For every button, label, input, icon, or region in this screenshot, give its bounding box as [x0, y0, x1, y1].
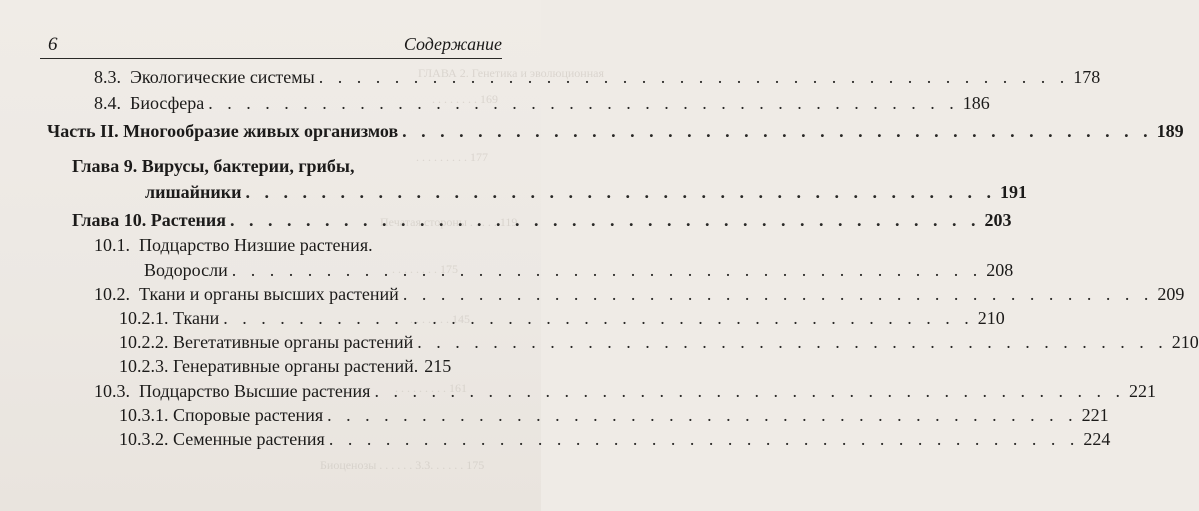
toc-chapter-title-line1: Глава 9. Вирусы, бактерии, грибы, [72, 156, 355, 176]
toc-entry [119, 331, 1199, 353]
bleed-through-text: . . . . . . . . 169 [432, 92, 498, 106]
toc-entry-number: 10.1. [94, 235, 130, 255]
toc-entry-number: 8.3. [94, 67, 121, 87]
toc-entry-page: 215 [424, 356, 452, 376]
toc-entry-title: Ткани и органы высших растений [139, 284, 399, 304]
bleed-through-text: . . . . . . . . . 161 [395, 381, 467, 395]
toc-entry-title: Семенные растения [173, 429, 325, 449]
toc-entry-title: Часть II. Многообразие живых организмов [47, 121, 399, 141]
toc-chapter-entry [72, 209, 1012, 231]
toc-entry-title: Вегетативные органы растений [173, 332, 414, 352]
leader-dots [417, 331, 1168, 353]
toc-entry-title: Подцарство Высшие растения [139, 381, 371, 401]
bleed-through-text: Печатая стороны . . . . . 119 [380, 215, 518, 229]
leader-dots [374, 380, 1125, 402]
leader-dots [208, 92, 959, 114]
toc-entry-title: Генеративные органы растений. [173, 356, 419, 376]
toc-entry-number: 8.4. [94, 93, 121, 113]
toc-entry-line1 [94, 234, 373, 256]
toc-entry-number: 10.3. [94, 381, 130, 401]
toc-entry-title: Ткани [173, 308, 220, 328]
toc-entry-page: 210 [1171, 332, 1199, 352]
leader-dots [403, 283, 1154, 305]
toc-entry-title: Споровые растения [173, 405, 324, 425]
bleed-through-text: Биоценозы . . . . . . 3.3. . . . . . 175 [320, 458, 485, 472]
leader-dots [402, 120, 1153, 142]
leader-dots [246, 181, 997, 203]
toc-entry [94, 380, 1156, 402]
toc-entry-number: 10.2.1. [119, 308, 169, 328]
toc-part-entry [47, 120, 1184, 142]
toc-entry-page: 224 [1083, 429, 1111, 449]
bleed-through-text: . . . . . . . . . 177 [416, 150, 488, 164]
toc-entry-title: Глава 10. Растения [72, 210, 227, 230]
toc-entry [119, 428, 1111, 450]
bleed-through-text: ГЛАВА 2. Генетика и эволюционная [418, 66, 604, 80]
leader-dots [319, 66, 1070, 88]
leader-dots [223, 307, 974, 329]
toc-chapter-entry [145, 181, 1028, 203]
leader-dots [329, 428, 1080, 450]
toc-entry [119, 404, 1109, 426]
toc-entry-number: 10.2. [94, 284, 130, 304]
toc-entry-title: Биосфера [130, 93, 205, 113]
toc-entry-page: 209 [1157, 284, 1185, 304]
toc-entry-title: Подцарство Низшие растения. [139, 235, 373, 255]
toc-entry [94, 92, 990, 114]
toc-entry-number: 10.2.3. [119, 356, 169, 376]
toc-entry-page: 210 [977, 308, 1005, 328]
toc-entry-title: лишайники [145, 182, 242, 202]
toc-entry-number: 10.3.1. [119, 405, 169, 425]
leader-dots [327, 404, 1078, 426]
toc-entry [144, 259, 1014, 281]
toc-entry-title: Водоросли [144, 260, 228, 280]
page-number: 6 [48, 34, 58, 55]
toc-entry-page: 178 [1073, 67, 1101, 87]
toc-entry [119, 307, 1005, 329]
bleed-through-text: . . . . . . . 145 [410, 312, 470, 326]
toc-entry-page: 186 [962, 93, 990, 113]
toc-entry-page: 203 [984, 210, 1012, 230]
toc-entry-number: 10.3.2. [119, 429, 169, 449]
toc-entry-title: Экологические системы [130, 67, 315, 87]
leader-dots [232, 259, 983, 281]
toc-entry-page: 221 [1081, 405, 1109, 425]
toc-entry [119, 355, 500, 377]
toc-entry-page: 191 [1000, 182, 1028, 202]
toc-entry-page: 189 [1156, 121, 1184, 141]
toc-entry-page: 221 [1128, 381, 1156, 401]
toc-entry-page: 208 [986, 260, 1014, 280]
toc-entry [94, 283, 1185, 305]
toc-entry-number: 10.2.2. [119, 332, 169, 352]
bleed-through-text: . . . . . . . . 175 [392, 262, 458, 276]
leader-dots [230, 209, 981, 231]
running-head: Содержание [403, 34, 502, 54]
